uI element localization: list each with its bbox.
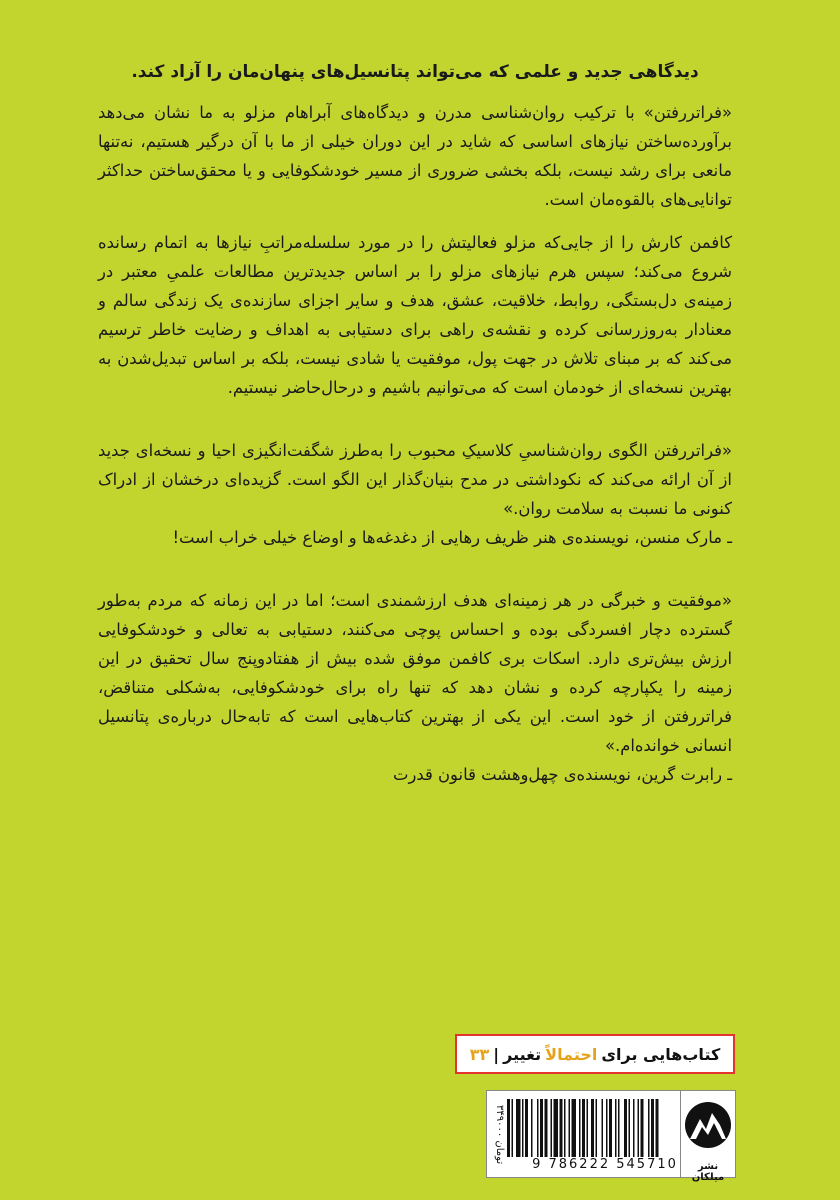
series-number: ۳۳	[469, 1044, 490, 1064]
blurb-paragraph-1: «فراتررفتن» با ترکیب روان‌شناسی مدرن و دیدگاه‌های آبراهام مزلو به ما نشان می‌دهد برآورده‌ساختن نیازهای اساسی که شاید در این دوران خیلی از ما با آن درگیر هستیم، نه‌تنها مانعی برای رشد نیست، بلکه بخشی ضروری از مسیر خودشکوفایی و یا محقق‌ساختن حداکثر توانایی‌های بالقوه‌مان است.	[98, 103, 732, 209]
testimonial-quote-1: «فراتررفتن الگوی روان‌شناسیِ کلاسیکِ محبوب را به‌طرز شگفت‌انگیزی احیا و نسخه‌ای جدید از آن ارائه می‌کند که نکوداشتی در مدح بنیان‌گذار این الگو است. گزیده‌ای درخشان از ادراک کنونی ما نسبت به سلامت روان.»	[98, 441, 732, 518]
publisher-logo	[680, 1090, 736, 1183]
series-suffix: تغییر	[503, 1044, 542, 1064]
headline: دیدگاهی جدید و علمی که می‌تواند پتانسیل‌های پنهان‌مان را آزاد کند.	[131, 62, 699, 82]
mountain-logo-icon	[684, 1095, 732, 1157]
blurb-paragraph-2: کافمن کارش را از جایی‌که مزلو فعالیتش را در مورد سلسله‌مراتبِ نیازها به اتمام رسانده شروع می‌کند؛ سپس هرم نیازهای مزلو را بر اساس جدیدترین مطالعات علمیِ معتبر در زمینه‌ی دل‌بستگی، روابط، خلاقیت، عشق، هدف و سایر اجزای سازنده‌ی یک زندگی سالم و معنادار به‌روزرسانی کرده و نقشه‌ی راهی برای دستیابی به اهداف و رضایت خاطر ترسیم می‌کند که بر مبنای تلاش در جهت پول، موفقیت یا شادی نیست، بلکه بر اساس تبدیل‌شدن به بهترین نسخه‌ای از خودمان است که می‌توانیم باشیم و درحال‌حاضر نیستیم.	[98, 233, 732, 397]
series-highlight: احتمالاً	[545, 1044, 598, 1064]
publisher-name: نشر میلکان	[691, 1161, 725, 1183]
testimonial-quote-2: «موفقیت و خبرگی در هر زمینه‌ای هدف ارزشمندی است؛ اما در این زمانه که مردم به‌طور گسترده دچار افسردگی بوده و احساس پوچی می‌کنند، دستیابی به تعالی و خودشکوفایی ارزش بیش‌تری دارد. اسکات بری کافمن موفق شده بیش از هفتادوپنج سال تحقیق در این زمینه را یکپارچه کرده و نشان دهد که تنها راه برای خودشکوفایی، به‌شکلی متناقض، فراتررفتن از خود است. این یکی از بهترین کتاب‌هایی است که تابه‌حال درباره‌ی پتانسیل انسانی خوانده‌ام.»	[98, 591, 732, 755]
series-prefix: کتاب‌هایی برای	[601, 1044, 721, 1064]
blurb-content	[98, 60, 732, 789]
testimonial-attribution-2: ـ رابرت گرین، نویسنده‌ی چهل‌وهشت قانون قدرت	[393, 765, 732, 784]
barcode-icon	[507, 1099, 703, 1157]
testimonial-attribution-1: ـ مارک منسن، نویسنده‌ی هنر ظریف رهایی از دغدغه‌ها و اوضاع خیلی خراب است!	[172, 528, 732, 547]
series-separator: |	[493, 1044, 500, 1064]
price-label: ۳۴۹۰۰۰ تومان	[494, 1105, 505, 1165]
series-banner	[455, 1034, 735, 1074]
isbn-number: 9 786222 545710	[532, 1157, 678, 1172]
